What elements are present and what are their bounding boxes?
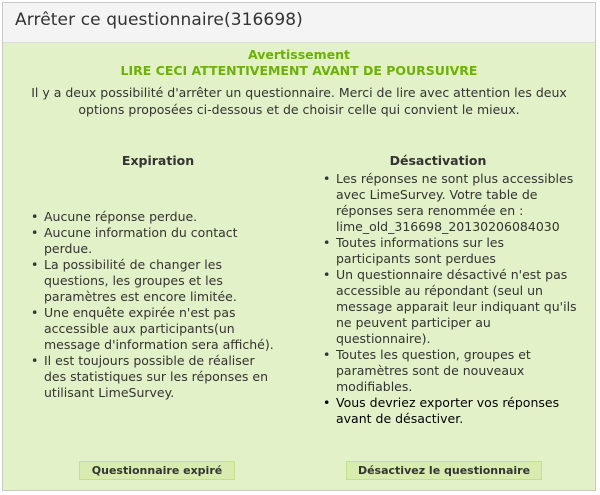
- list-item-text: Aucune réponse perdue.: [44, 209, 198, 224]
- page-header: [3, 3, 595, 43]
- list-item: [323, 267, 578, 347]
- bullet-icon: •: [31, 257, 39, 272]
- list-item: [323, 171, 578, 235]
- bullet-icon: •: [323, 347, 331, 362]
- deactivation-title: Désactivation: [389, 153, 487, 168]
- expiration-title: Expiration: [121, 153, 195, 168]
- bullet-icon: •: [31, 353, 39, 368]
- list-item: [31, 353, 276, 401]
- deactivate-survey-button[interactable]: Désactivez le questionnaire: [346, 461, 542, 480]
- list-item: [31, 209, 276, 225]
- list-item: [31, 225, 276, 257]
- warning-panel: [3, 43, 595, 490]
- bullet-icon: •: [31, 305, 39, 320]
- list-item: [31, 305, 276, 353]
- bullet-icon: •: [323, 267, 331, 282]
- list-item-text: Toutes les question, groupes et paramètres sont de nouveaux modifiables.: [336, 347, 531, 394]
- list-item-text: Aucune information du contact perdue.: [44, 225, 238, 256]
- deactivation-list: [323, 171, 578, 427]
- list-item: [323, 235, 578, 267]
- bullet-icon: •: [31, 209, 39, 224]
- list-item-text: Il est toujours possible de réaliser des statistiques sur les réponses en utilisant LimeSurvey.: [44, 353, 269, 400]
- intro-text: Il y a deux possibilité d'arrêter un questionnaire. Merci de lire avec attention les deux options proposées ci-dessous et de choisir celle qui convient le mieux.: [31, 85, 567, 117]
- list-item-text: Les réponses ne sont plus accessibles avec LimeSurvey. Votre table de réponses sera renommée en : lime_old_316698_20130206084030: [336, 171, 574, 234]
- list-item: [31, 257, 276, 305]
- expire-survey-button[interactable]: Questionnaire expiré: [79, 461, 235, 480]
- expiration-list: [31, 209, 276, 401]
- bullet-icon: •: [31, 225, 39, 240]
- list-item: [323, 347, 578, 395]
- stop-survey-dialog: [2, 2, 596, 491]
- bullet-icon: •: [323, 395, 331, 410]
- bullet-icon: •: [323, 171, 331, 186]
- page-title: Arrêter ce questionnaire(316698): [15, 10, 303, 30]
- list-item: [323, 395, 578, 427]
- list-item-text: La possibilité de changer les questions, les groupes et les paramètres est encore limitée.: [44, 257, 237, 304]
- list-item-text: Un questionnaire désactivé n'est pas accessible au répondant (seul un message apparait leur indiquant qu'ils ne peuvent participer au questionnaire).: [336, 267, 577, 346]
- warning-title: Avertissement: [247, 47, 350, 62]
- list-item-text: Vous devriez exporter vos réponses avant de désactiver.: [336, 395, 560, 426]
- bullet-icon: •: [323, 235, 331, 250]
- list-item-text: Une enquête expirée n'est pas accessible aux participants(un message d'information sera affiché).: [44, 305, 274, 352]
- warning-subtitle: LIRE CECI ATTENTIVEMENT AVANT DE POURSUIVRE: [120, 63, 478, 78]
- list-item-text: Toutes informations sur les participants sont perdues: [336, 235, 505, 266]
